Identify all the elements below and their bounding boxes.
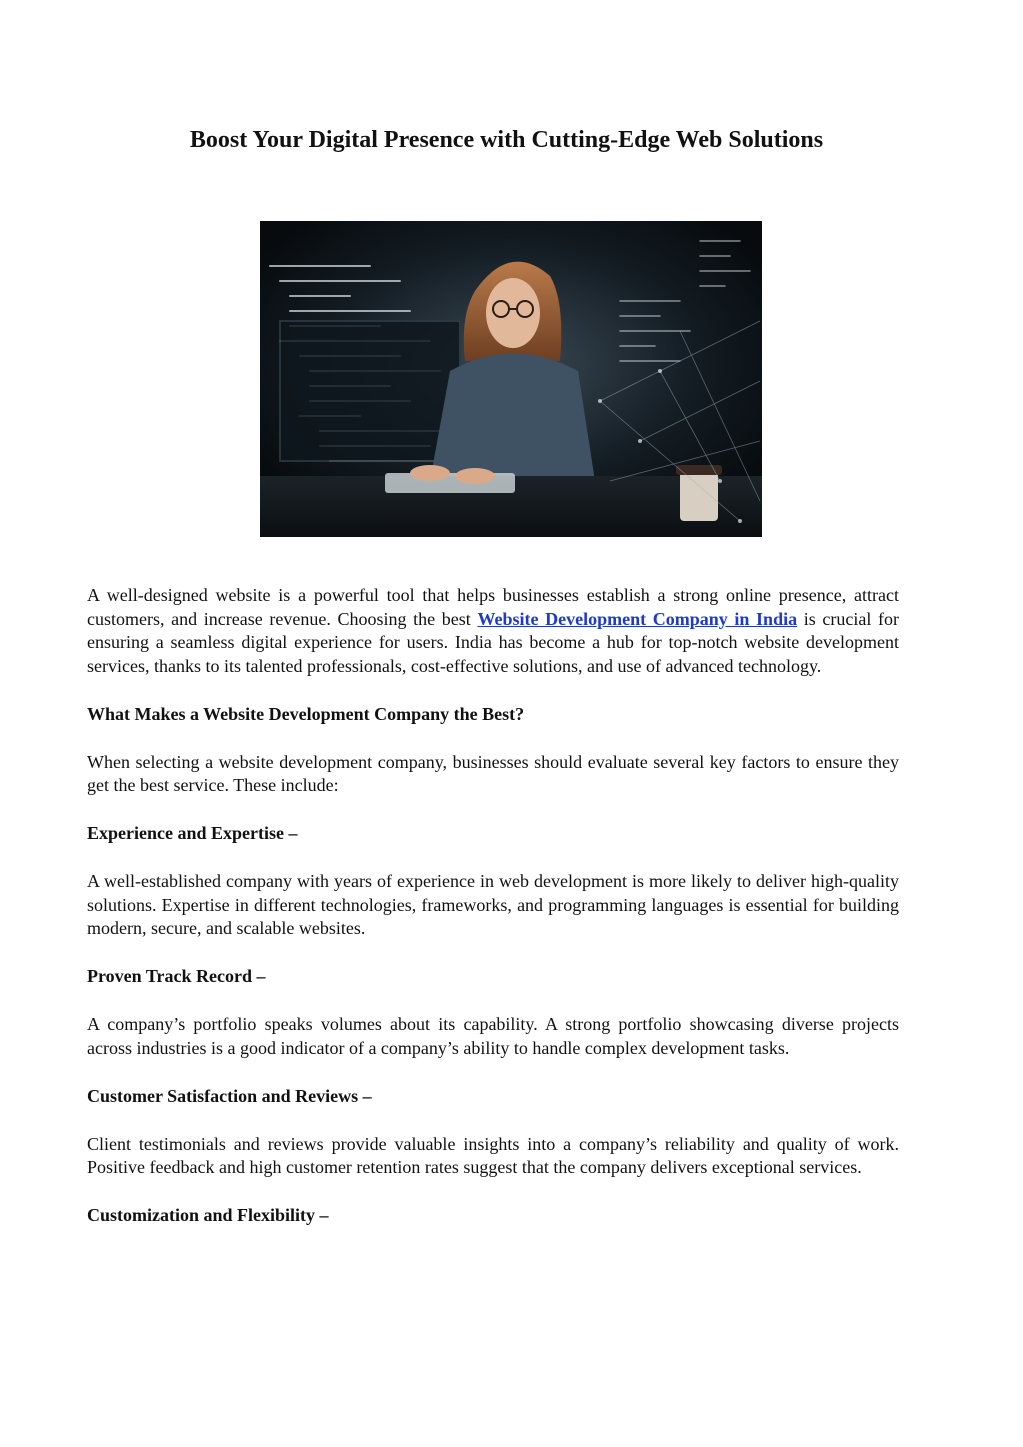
customer-satisfaction-paragraph: Client testimonials and reviews provide valuable insights into a company’s reliability and quality of work. Positive feedback and high customer retention rates suggest that the company delivers exceptional services. (87, 1133, 899, 1177)
customization-heading: Customization and Flexibility – (87, 1205, 329, 1225)
experience-paragraph: A well-established company with years of experience in web development is more likely to deliver high-quality solutions. Expertise in different technologies, frameworks, and programming languages is essential for building modern, secure, and scalable websites. (87, 871, 899, 938)
intro-text-before-link: A well-designed website is a powerful tool that helps businesses establish a strong online presence, attract customers, and increase revenue. Choosing the best (87, 585, 899, 629)
what-makes-paragraph: When selecting a website development company, businesses should evaluate several key factors to ensure they get the best service. These include: (87, 751, 899, 795)
article-body (87, 584, 899, 1252)
track-record-heading: Proven Track Record – (87, 966, 266, 986)
intro-paragraph (87, 584, 899, 678)
what-makes-heading: What Makes a Website Development Company the Best? (87, 703, 525, 724)
hero-image (260, 221, 762, 537)
experience-heading: Experience and Expertise – (87, 823, 298, 843)
customer-satisfaction-heading: Customer Satisfaction and Reviews – (87, 1085, 372, 1106)
track-record-paragraph: A company’s portfolio speaks volumes about its capability. A strong portfolio showcasing diverse projects across industries is a good indicator of a company’s ability to handle complex development tasks. (87, 1014, 899, 1058)
website-development-company-link[interactable]: Website Development Company in India (477, 608, 798, 629)
page-title: Boost Your Digital Presence with Cutting-Edge Web Solutions (189, 127, 824, 153)
intro-text-after-link: is crucial for ensuring a seamless digital experience for users. India has become a hub for top-notch website development services, thanks to its talented professionals, cost-effective solutions, and use of advanced technology. (87, 608, 900, 676)
